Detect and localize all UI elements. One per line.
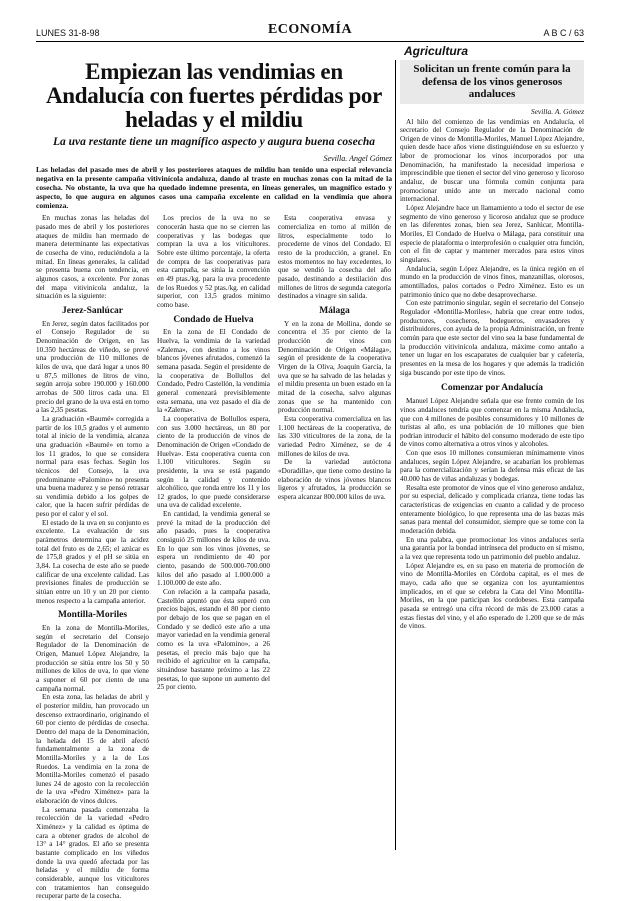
body-paragraph: En esta zona, las heladas de abril y el posterior mildiu, han provocado un descenso extraordinario, originando el 60 por ciento de pérdidas de cosecha. Dentro del mapa de la Denominación, la helada del 15 de abril afectó fundamentalmente a la zona de Montilla-Moriles y a la de Los Ruedos. La vendimia en la zona de Montilla-Moriles comenzó el pasado lunes 24 de agosto con la recolección de la uva «Pedro Ximénez» para la elaboración de vinos dulces. <box>36 693 149 806</box>
body-paragraph: La semana pasada comenzaba la recolección de la variedad «Pedro Ximénez» y la calidad es óptima de cara a obtener grados de alcohol de 13° a 14° grados. El año se presenta bastante complicado en los viñedos donde la uva quedó afectada por las heladas y el mildiu de forma considerable, aunque los viticultores con tratamientos han conseguido recuperar parte de la cosecha. <box>36 805 149 901</box>
body-paragraph: En la zona de El Condado de Huelva, la vendimia de la variedad «Zalema», con destino a los vinos blancos jóvenes afrutados, comenzó la semana pasada. Según el presidente de la cooperativa de Bollullos del Condado, Pedro Castellón, la vendimia general comenzará previsiblemente esta semana, una vez pasado el día de la «Zalema». <box>157 328 270 415</box>
side-body-1 <box>400 118 584 378</box>
side-paragraph: Con este patrimonio singular, según el secretario del Consejo Regulador «Montilla-Moriles», habría que crear entre todos, productores, cosecheros, bodegueros, envasadores y distribuidores, con ayuda de la propia Administración, un frente común para que este sector del vino sea la base fundamental de la producción vitivinícola andaluza, máxime como antaño a tener un lugar en los escaparates de cualquier bar y cafetería, presentes en la mesa de los hogares y que además la tradición siga buscando por este tipo de vinos. <box>400 299 584 377</box>
article-columns <box>36 214 392 901</box>
column-2 <box>157 214 270 901</box>
main-article <box>36 60 392 901</box>
page-header <box>36 22 584 40</box>
side-paragraph: López Alejandre es, en su paso en materia de promoción de vino de Montilla-Moriles en Córdoba capital, es el mes de mayo, cada año que se organiza con los ayuntamientos implicados, en el que se celebra la Cata del Vino Montilla-Moriles, en la que participan los cordobeses. Esta campaña pasada se entregó una cifra récord de más de 23.000 catas a estas fiestas del vino, y el año esperado de 1.200 que se de más de vinos. <box>400 561 584 631</box>
side-headline: Solicitan un frente común para la defensa de los vinos generosos andaluces <box>400 60 584 104</box>
body-paragraph: Esta cooperativa comercializa en las 1.100 hectáreas de la cooperativa, de las 330 viticultores de la zona, de la variedad Pedro Ximénez, se de 4 millones de kilos de uva. <box>278 414 391 458</box>
side-subheading: Comenzar por Andalucía <box>440 383 544 394</box>
subsection-label: Agricultura <box>404 44 469 58</box>
side-paragraph: Andalucía, según López Alejandre, es la única región en el mundo en la producción de vinos finos, manzanillas, olorosos, amontillados, palos cortados o Pedro Ximénez. Esto es un patrimonio único que no debe desaprovecharse. <box>400 264 584 299</box>
body-paragraph: La graduación «Baumé» corregida a partir de los 10,5 grados y el aumento total al inicio de la vendimia, alcanza una graduación «Baumé» en torno a los 11 grados, lo que se considera normal para esas fechas. Según los técnicos del Consejo, la uva predominante «Palomino» no presenta una buena madurez y se pensó retrasar su vendimia debido a los golpes de calor, que la hacen sufrir pérdidas de peso por el calor y el sol. <box>36 414 149 519</box>
headline: Empiezan las vendimias en Andalucía con fuertes pérdidas por heladas y el mildiu <box>45 59 383 132</box>
section-heading: Condado de Huelva <box>173 314 254 325</box>
byline: Sevilla. Angel Gómez <box>323 154 392 163</box>
subtitle: La uva restante tiene un magnífico aspecto y augura buena cosecha <box>53 136 375 148</box>
section-heading: Málaga <box>319 306 350 317</box>
side-paragraph: Con que esos 10 millones consumieran mínimamente vinos andaluces, según López Alejandre, se acabarían los problemas para la comercialización y serían la defensa más eficaz de las 40.000 has de viñas andaluzas y bodegas. <box>400 449 584 484</box>
body-paragraph: De la variedad autóctona «Doradilla», que tiene como destino la elaboración de vinos jóvenes blancos ligeros y afrutados, la producción se espera alcanzar 800.000 kilos de uva. <box>278 458 391 501</box>
column-3 <box>278 214 391 901</box>
section-heading: Montilla-Moriles <box>57 610 128 621</box>
column-divider <box>395 60 396 850</box>
body-paragraph: Esta cooperativa envasa y comercializa en torno al millón de litros, especialmente todo lo procedente de vinos del Condado. El resto de la producción, a granel. En estos momentos no hay excedentes, lo que se vendió la cosecha del año pasado, destinando a destilación dos millones de litros de segunda categoría destinados a vinagre sin salida. <box>278 214 391 301</box>
section-heading: Jerez-Sanlúcar <box>61 306 124 317</box>
side-body-2 <box>400 397 584 631</box>
lead-paragraph: Las heladas del pasado mes de abril y los posteriores ataques de mildiu han tenido una especial relevancia negativa en la presente campaña vitivinícola andaluza, dando al traste en muchas zonas con la mitad de la cosecha. No obstante, la uva que ha quedado indemne presenta, en líneas generales, un magnífico estado y aspecto, lo que augura en algunos casos una campaña excelente en calidad en la vendimia que ahora comienza. <box>36 165 392 211</box>
side-article <box>400 60 584 631</box>
body-paragraph: En la zona de Montilla-Moriles, según el secretario del Consejo Regulador de la Denominación de Origen, Manuel López Alejandre, la producción se sitúa entre los 50 y 50 millones de kilos de uva, lo que viene a suponer el 60 por ciento de una campaña normal. <box>36 624 149 693</box>
header-rule <box>36 41 584 42</box>
side-paragraph: En una palabra, que promocionar los vinos andaluces sería una garantía por la bondad intrínseca del producto en sí mismo, a la vez que representa todo un patrimonio del pueblo andaluz. <box>400 535 584 561</box>
page-date: LUNES 31-8-98 <box>36 28 100 38</box>
body-paragraph: Y en la zona de Mollina, donde se concentra el 35 por ciento de la producción de vinos con Denominación de Origen «Málaga», según el presidente de la cooperativa Virgen de la Oliva, Joaquín García, la uva que se ha salvado de las heladas y el mildiu presenta un buen estado en la mitad de la cosecha, salvo algunas zonas que se ha mantenido con producción normal. <box>278 319 391 415</box>
body-paragraph: El estado de la uva en su conjunto es excelente. La evaluación de sus parámetros determina que la acidez total del fruto es de 2,65; el azúcar es de 175,8 grados y el pH se sitúa en 3,84. La cosecha de este año se puede calificar de una excelente calidad. Las previsiones finales de producción se sitúan entre un 10 y un 20 por ciento menos respecto a la campaña anterior. <box>36 518 149 605</box>
side-paragraph: Al hilo del comienzo de las vendimias en Andalucía, el secretario del Consejo Regulador de la Denominación de Origen de vinos de Montilla-Moriles, Manuel López Alejandre, quien desde hace años viene distinguiéndose en su esfuerzo y labor de promocionar los vinos incorporados por una Denominación, ha manifestado la necesidad imperiosa e imprescindible que tienen el sector del vino generoso y licoroso andaluz, de buscar una fórmula común conjunta para promocionar unido ante un mercado nacional como internacional. <box>400 117 584 204</box>
page-number: A B C / 63 <box>543 28 584 38</box>
side-paragraph: Resalta este promotor de vinos que el vino generoso andaluz, por su especial, delicado y complicada crianza, tiene todas las características de exigencias en cuanto a calidad y de proceso enteramente biológico, lo que representa una de las bazas más sanas para mental del consumidor, siempre que se tome con la moderación debida. <box>400 483 584 536</box>
side-byline: Sevilla. A. Gómez <box>530 106 584 116</box>
body-paragraph: En cantidad, la vendimia general se prevé la mitad de la producción del año pasado, pues la cooperativa consiguió 25 millones de kilos de uva. En lo que son los vinos jóvenes, se espera un rendimiento de 40 por ciento, pasando de 500.000-700.000 kilos del año pasado al 1.000.000 a 1.100.000 de este año. <box>157 510 270 588</box>
body-paragraph: En Jerez, según datos facilitados por el Consejo Regulador de su Denominación de Origen, en las 10.350 hectáreas de viñedo, se prevé una producción de 110 millones de kilos de uva, que dará lugar a unos 80 u 87,5 millones de litros de vino, según arroja sobre 190.000 y 160.000 arrobas de 500 litros cada una. El precio del grano de la uva está en torno a las 2,35 pesetas. <box>36 319 149 415</box>
side-paragraph: López Alejandre hace un llamamiento a todo el sector de ese segmento de vino generoso y licoroso andaluz que se produce en las diferentes zonas, bien sea Jerez, Sanlúcar, Montilla-Moriles, El Condado de Huelva o Málaga, para constituir una especie de plataforma o interprofesión o cualquier otra función, con el fin de captar y mantener mercados para estos vinos singulares. <box>400 204 584 264</box>
body-paragraph: En muchas zonas las heladas del pasado mes de abril y los posteriores ataques de mildiu han mermado de manera determinante las expectativas de cosecha de vino, reduciéndola a la mitad. En líneas generales, la calidad se presenta buena con tendencia, en algunos casos, a excelente. Por zonas del mapa vitivinícola andaluz, la situación es la siguiente: <box>36 214 149 301</box>
body-paragraph: La cooperativa de Bollullos espera, con sus 3.000 hectáreas, un 80 por ciento de la producción de vinos de Denominación de Origen «Condado de Huelva». Esta cooperativa cuenta con 1.100 viticultores. Según su presidente, la uva se está pagando según la calidad y contenido alcohólico, que ronda entre los 11 y los 12 grados, lo que puede considerarse una uva de calidad excelente. <box>157 414 270 510</box>
body-paragraph: Con relación a la campaña pasada, Castellón apuntó que ésta superó con precios bajos, estando el 80 por ciento por debajo de los que se pagan en el Condado y se dedicó este año a una mayor variedad en la vendimia general como es la uva «Palomino», a 26 pesetas, el precio más bajo que ha recibido el agricultor en la campaña, situándose bastante próximo a las 22 pesetas, lo que supone un aumento del 25 por ciento. <box>157 588 270 692</box>
section-title: ECONOMÍA <box>267 22 353 37</box>
column-1 <box>36 214 149 901</box>
side-paragraph: Manuel López Alejandre señala que ese frente común de los vinos andaluces tendría que comenzar en la misma Andalucía, que con 4 millones de posibles consumidores y 10 millones de turistas al año, es una población de 10 millones que bien podrían introducir el hábito del consumo moderado de este tipo de vinos como alternativa a otros vinos y alcoholes. <box>400 397 584 449</box>
body-paragraph: Los precios de la uva no se conocerán hasta que no se cierren las cooperativas y las bodegas que compran la uva a los viticultores. Sobre este último porcentaje, la oferta de compra de las cooperativas para esta campaña, se sitúa la convención en 49 ptas./kg. para la uva procedente de los Ruedos y 52 ptas./kg. en calidad superior, con 13,5 grados mínimo como base. <box>157 214 270 310</box>
